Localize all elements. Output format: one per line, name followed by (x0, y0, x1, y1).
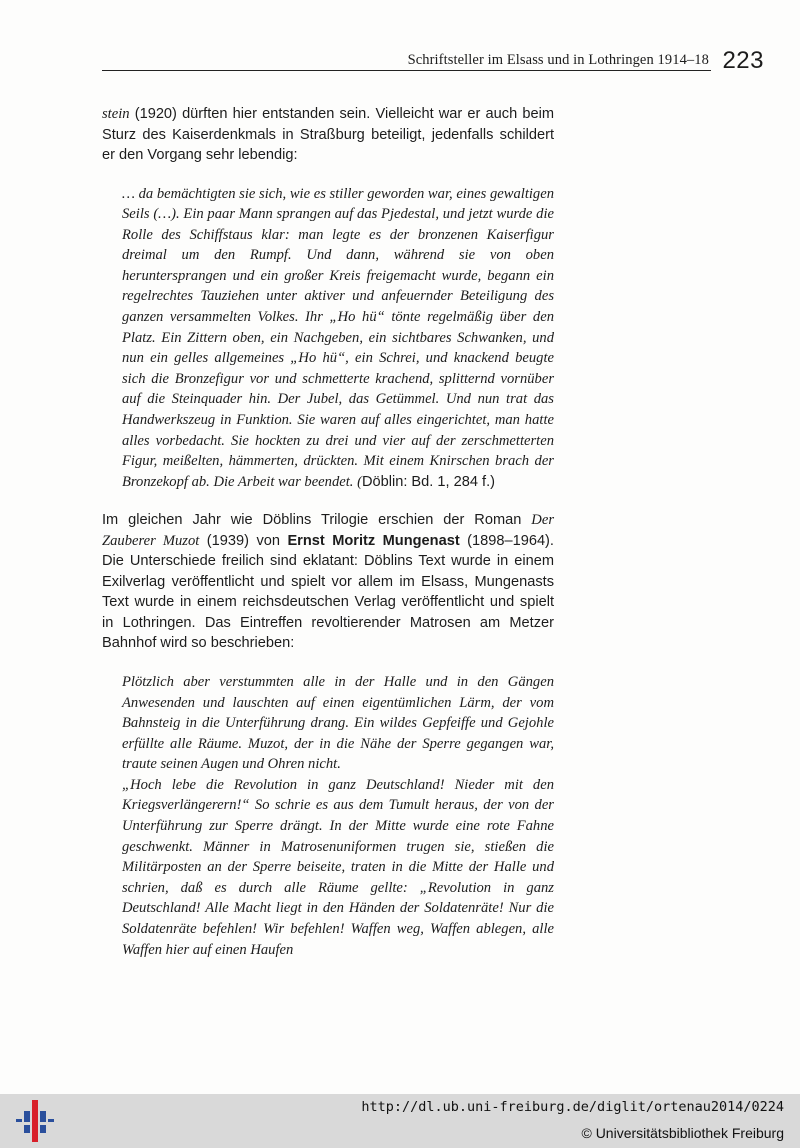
paragraph-2-text-c: (1898–1964). Die Unterschiede freilich sind eklatant: Döblins Text wurde in einem Exilverlag veröffentlicht und spielt vor allem im Elsass, Mungenasts Text wurde in einem reichsdeutschen Verlag veröffentlicht und spielt in Lothringen. Das Eintreffen revoltierender Matrosen am Metzer Bahnhof wird so beschrieben: (102, 532, 554, 652)
author-name: Ernst Moritz Mungenast (287, 532, 460, 549)
paragraph-2 (102, 510, 554, 654)
paragraph-2-text-a: Im gleichen Jahr wie Döblins Trilogie erschien der Roman (102, 512, 532, 529)
paragraph-1 (102, 104, 554, 166)
citation-doeblin: Döblin: Bd. 1, 284 f.) (361, 473, 495, 490)
book-title-fragment: stein (102, 106, 130, 122)
page-body (102, 104, 554, 960)
block-quote-mungenast-p1: Plötzlich aber verstummten alle in der Halle und in den Gängen Anwesenden und lauschten auf einen eigentümlichen Lärm, der vom Bahnsteig in die Unterführung drang. Ein wildes Gepfeiffe und Gejohle erfüllte alle Räume. Muzot, der in die Nähe der Sperre gegangen war, traute seinen Augen und Ohren nicht. (122, 673, 554, 773)
page-number: 223 (722, 47, 764, 74)
block-quote-mungenast (102, 672, 554, 960)
library-logo-icon (16, 1100, 56, 1142)
header-rule (102, 70, 711, 71)
block-quote-mungenast-p2: „Hoch lebe die Revolution in ganz Deutschland! Nieder mit den Kriegsverlängerern!“ So schrie es aus dem Tumult heraus, der von der Unterführung zur Sperre drängt. In der Mitte wurde eine rote Fahne geschwenkt. Männer in Matrosenuniformen trugen sie, stießen die Militärposten an der Sperre beiseite, traten in die Mitte der Halle und schrien, daß es durch alle Räume gellte: „Revolution in ganz Deutschland! Alle Macht liegt in den Händen der Soldatenräte! Nur die Soldatenräte befehlen! Wir befehlen! Waffen weg, Waffen ablegen, alle Waffen hier auf einen Haufen (122, 776, 554, 958)
block-quote-doeblin-text: … da bemächtigten sie sich, wie es stiller geworden war, eines gewaltigen Seils (…). Ein paar Mann sprangen auf das Pjedestal, und jetzt wurde die Rolle des Schiffstaus klar: man legte es der bronzenen Kaiserfigur dreimal um den Rumpf. Und dann, während sie von oben heruntersprangen und ein großer Kreis freigemacht wurde, begann ein regelrechtes Tauziehen unter aktiver und anfeuernder Beteiligung des ganzen versammelten Volkes. Ihr „Ho hü“ tönte regelmäßig über den Platz. Ein Zittern oben, ein Nachgeben, ein sichtbares Schwanken, und nun ein gelles allgemeines „Ho hü“, ein Schrei, und knackend beugte sich die Bronzefigur vor und schmetterte krachend, splitternd vornüber auf die Steinquader hin. Der Jubel, das Getümmel. Und nun trat das Handwerkszeug in Funktion. Sie waren auf alles eingerichtet, man hatte alles vorbedacht. Sie hockten zu drei und vier auf der zerschmetterten Figur, meißelten, hämmerten, drückten. Mit einem Knirschen brach der Bronzekopf ab. Die Arbeit war beendet. ( (122, 185, 554, 490)
footer-bar (0, 1094, 800, 1148)
digital-library-link[interactable]: http://dl.ub.uni-freiburg.de/diglit/ortenau2014/0224 (361, 1099, 784, 1115)
paragraph-2-text-b: (1939) von (199, 532, 288, 549)
block-quote-doeblin (122, 184, 554, 493)
paragraph-1-text: (1920) dürften hier entstanden sein. Vielleicht war er auch beim Sturz des Kaiserdenkmals in Straßburg beteiligt, jedenfalls schildert er den Vorgang sehr lebendig: (102, 106, 554, 163)
novel-title: Der Zauberer Muzot (102, 512, 554, 549)
running-header (102, 46, 764, 78)
copyright-notice: © Universitätsbibliothek Freiburg (581, 1125, 784, 1141)
running-header-title: Schriftsteller im Elsass und in Lothringen 1914–18 (407, 52, 709, 68)
